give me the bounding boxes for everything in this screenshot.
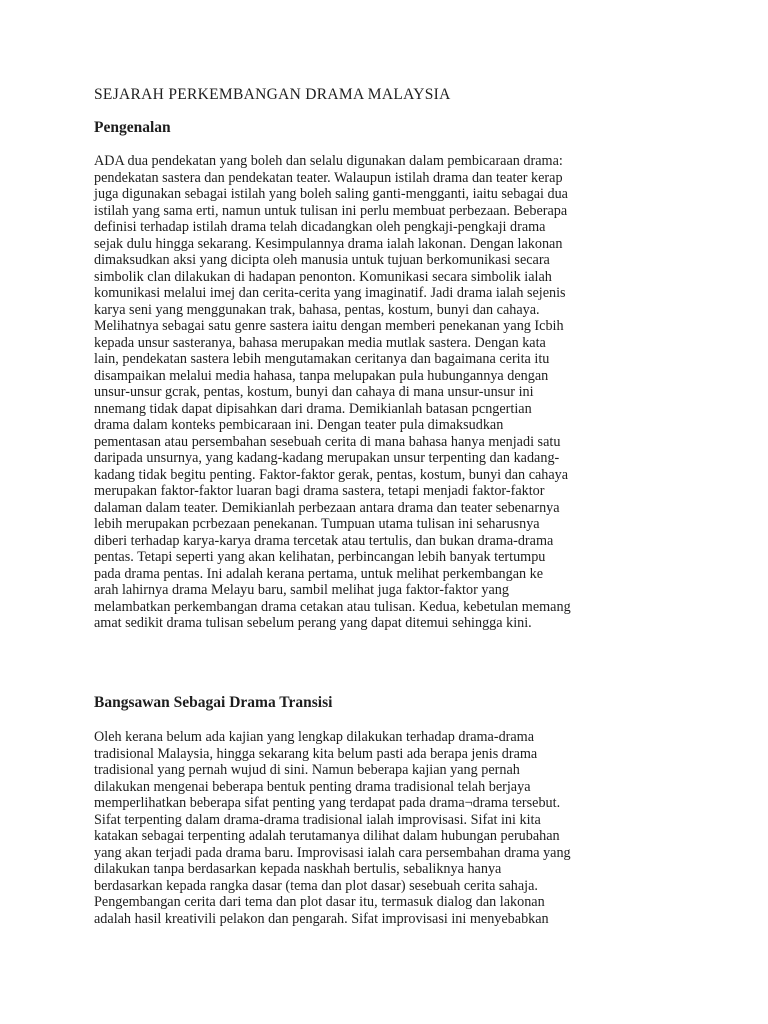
document-title: SEJARAH PERKEMBANGAN DRAMA MALAYSIA (94, 86, 451, 103)
text-line: daripada unsurnya, yang kadang-kadang merupakan unsur terpenting dan kadang- (94, 450, 560, 466)
text-line: memperlihatkan beberapa sifat penting yang terdapat pada drama¬drama tersebut. (94, 795, 561, 811)
text-line: kepada unsur sasteranya, bahasa merupakan media mutlak sastera. Dengan kata (94, 334, 546, 351)
text-line: diberi terhadap karya-karya drama tercetak atau tertulis, dan bukan drama-drama (94, 532, 554, 549)
text-line: dilakukan mengenai beberapa bentuk penting drama tradisional telah berjaya (94, 778, 531, 795)
text-line: karya seni yang menggunakan trak, bahasa, pentas, kostum, bunyi dan cahaya. (94, 301, 540, 318)
text-line: Sifat terpenting dalam drama-drama tradisional ialah improvisasi. Sifat ini kita (94, 811, 541, 828)
section-paragraph-pengenalan (94, 153, 694, 632)
text-line: lebih merupakan pcrbezaan penekanan. Tumpuan utama tulisan ini seharusnya (94, 516, 540, 532)
text-line: katakan sebagai terpenting adalah terutamanya dilihat dalam hubungan perubahan (94, 828, 560, 844)
text-line: ADA dua pendekatan yang boleh dan selalu digunakan dalam pembicaraan drama: (94, 153, 563, 169)
text-line: lain, pendekatan sastera lebih mengutamakan ceritanya dan bagaimana cerita itu (94, 351, 550, 367)
text-line: definisi terhadap istilah drama telah dicadangkan oleh pengkaji-pengkaji drama (94, 219, 546, 235)
section-heading-bangsawan: Bangsawan Sebagai Drama Transisi (94, 694, 333, 711)
text-line: pementasan atau persembahan sesebuah cerita di mana bahasa hanya menjadi satu (94, 433, 561, 450)
text-line: dimaksudkan aksi yang dicipta oleh manusia untuk tujuan berkomunikasi secara (94, 252, 550, 268)
text-line: dilakukan tanpa berdasarkan kepada naskhah bertulis, sebaliknya hanya (94, 861, 502, 877)
text-line: nnemang tidak dapat dipisahkan dari drama. Demikianlah batasan pcngertian (94, 400, 532, 417)
text-line: unsur-unsur gcrak, pentas, kostum, bunyi dan cahaya di mana unsur-unsur ini (94, 384, 534, 400)
text-line: adalah hasil kreativili pelakon dan pengarah. Sifat improvisasi ini menyebabkan (94, 910, 549, 927)
text-line: Pengembangan cerita dari tema dan plot dasar itu, termasuk dialog dan lakonan (94, 894, 545, 910)
text-line: pada drama pentas. Ini adalah kerana pertama, untuk melihat perkembangan ke (94, 565, 544, 582)
text-line: drama dalam konteks pembicaraan ini. Dengan teater pula dimaksudkan (94, 417, 504, 433)
text-line: dalaman dalam teater. Demikianlah perbezaan antara drama dan teater sebenarnya (94, 499, 560, 516)
text-line: merupakan faktor-faktor luaran bagi drama sastera, tetapi menjadi faktor-faktor (94, 483, 545, 499)
text-line: melambatkan perkembangan drama cetakan atau tulisan. Kedua, kebetulan memang (94, 598, 571, 615)
text-line: komunikasi melalui imej dan cerita-cerita yang imaginatif. Jadi drama ialah sejenis (94, 285, 566, 301)
section-heading-pengenalan: Pengenalan (94, 119, 171, 136)
text-line: disampaikan melalui media hahasa, tanpa melupakan pula hubungannya dengan (94, 367, 549, 384)
text-line: tradisional Malaysia, hingga sekarang kita belum pasti ada berapa jenis drama (94, 745, 538, 762)
text-line: tradisional yang pernah wujud di sini. Namun beberapa kajian yang pernah (94, 762, 520, 778)
text-line: amat sedikit drama tulisan sebelum perang yang dapat ditemui sehingga kini. (94, 615, 532, 631)
section-paragraph-bangsawan (94, 729, 694, 927)
text-line: arah lahirnya drama Melayu baru, sambil melihat juga faktor-faktor yang (94, 582, 509, 598)
text-line: sejak dulu hingga sekarang. Kesimpulannya drama ialah lakonan. Dengan lakonan (94, 235, 563, 252)
text-line: simbolik clan dilakukan di hadapan penonton. Komunikasi secara simbolik ialah (94, 268, 552, 285)
text-line: istilah yang sama erti, namun untuk tulisan ini perlu membuat perbezaan. Beberapa (94, 202, 568, 219)
text-line: kadang tidak begitu penting. Faktor-faktor gerak, pentas, kostum, bunyi dan cahaya (94, 466, 569, 483)
text-line: yang akan terjadi pada drama baru. Improvisasi ialah cara persembahan drama yang (94, 844, 571, 861)
text-line: Melihatnya sebagai satu genre sastera iaitu dengan memberi penekanan yang Icbih (94, 318, 564, 334)
text-line: pentas. Tetapi seperti yang akan kelihatan, perbincangan lebih banyak tertumpu (94, 549, 546, 565)
text-line: pendekatan sastera dan pendekatan teater. Walaupun istilah drama dan teater kerap (94, 169, 563, 186)
text-line: Oleh kerana belum ada kajian yang lengkap dilakukan terhadap drama-drama (94, 729, 535, 745)
text-line: berdasarkan kepada rangka dasar (tema dan plot dasar) sesebuah cerita sahaja. (94, 877, 538, 894)
text-line: juga digunakan sebagai istilah yang boleh saling ganti-mengganti, iaitu sebagai dua (94, 186, 568, 202)
